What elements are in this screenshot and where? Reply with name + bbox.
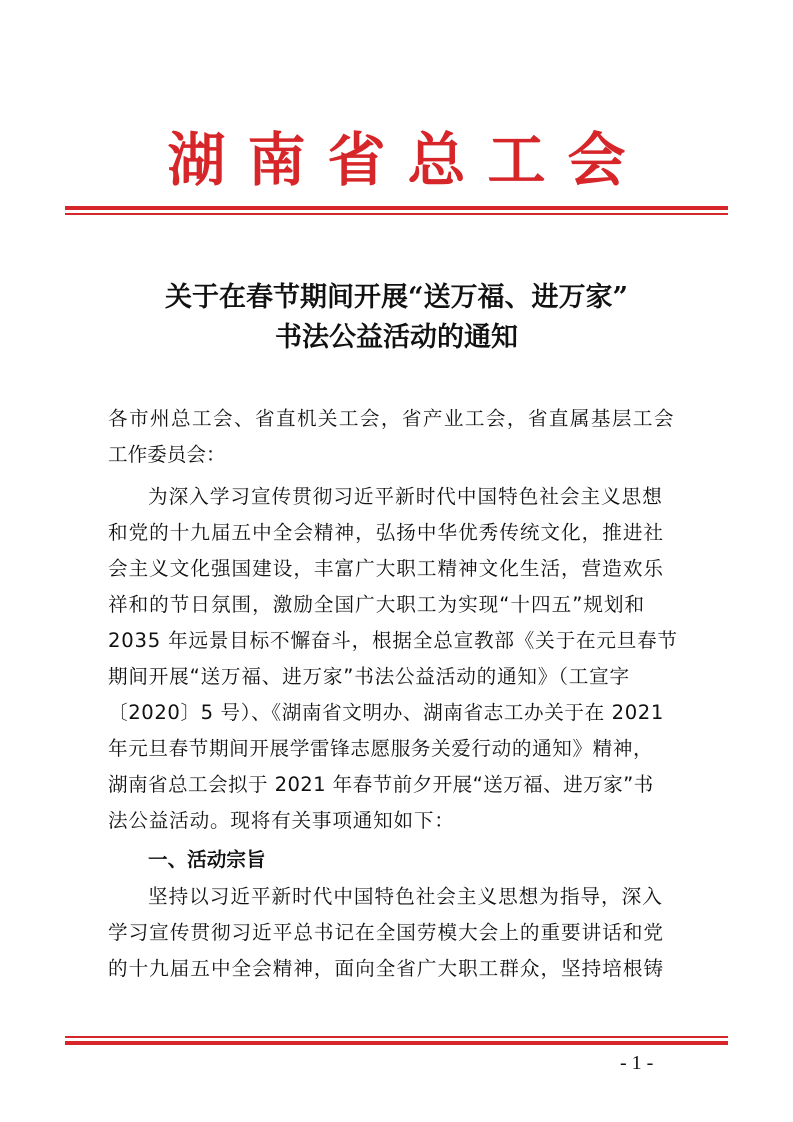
paragraph-1-line-7: 〔2020〕5 号）、《湖南省文明办、湖南省志工办关于在 2021 [108,701,664,724]
document-title-line-1: 关于在春节期间开展“送万福、进万家” [164,282,629,313]
paragraph-1-line-10: 法公益活动。现将有关事项通知如下： [108,809,455,832]
footer-rule-thick [65,1041,728,1045]
paragraph-1-line-6: 期间开展“送万福、进万家”书法公益活动的通知》（工宣字 [108,665,630,688]
salutation-line-1: 各市州总工会、省直机关工会，省产业工会，省直属基层工会 [108,407,675,430]
paragraph-2-line-2: 学习宣传贯彻习近平总书记在全国劳模大会上的重要讲话和党 [108,921,665,944]
paragraph-2-line-3: 的十九届五中全会精神，面向全省广大职工群众，坚持培根铸 [108,957,665,980]
paragraph-1-line-4: 祥和的节日氛围，激励全国广大职工为实现“十四五”规划和 [108,593,646,616]
page-number: - 1 - [620,1052,654,1074]
paragraph-1-line-3: 会主义文化强国建设，丰富广大职工精神文化生活，营造欢乐 [108,557,665,580]
section-1-heading: 一、活动宗旨 [148,848,266,871]
masthead-rule-thin [65,213,728,215]
footer-rule-thin [65,1036,728,1038]
paragraph-2-line-1: 坚持以习近平新时代中国特色社会主义思想为指导，深入 [148,885,663,908]
paragraph-1-line-1: 为深入学习宣传贯彻习近平新时代中国特色社会主义思想 [148,485,663,508]
salutation-line-2: 工作委员会： [108,443,226,466]
document-title-line-2: 书法公益活动的通知 [275,322,518,353]
paragraph-1-line-8: 年元旦春节期间开展学雷锋志愿服务关爱行动的通知》精神， [108,737,654,760]
masthead-rule-thick [65,206,728,210]
masthead-title: 湖南省总工会 [167,126,648,194]
paragraph-1-line-2: 和党的十九届五中全会精神，弘扬中华优秀传统文化，推进社 [108,521,665,544]
paragraph-1-line-9: 湖南省总工会拟于 2021 年春节前夕开展“送万福、进万家”书 [108,773,654,796]
paragraph-1-line-5: 2035 年远景目标不懈奋斗，根据全总宣教部《关于在元旦春节 [108,629,678,652]
